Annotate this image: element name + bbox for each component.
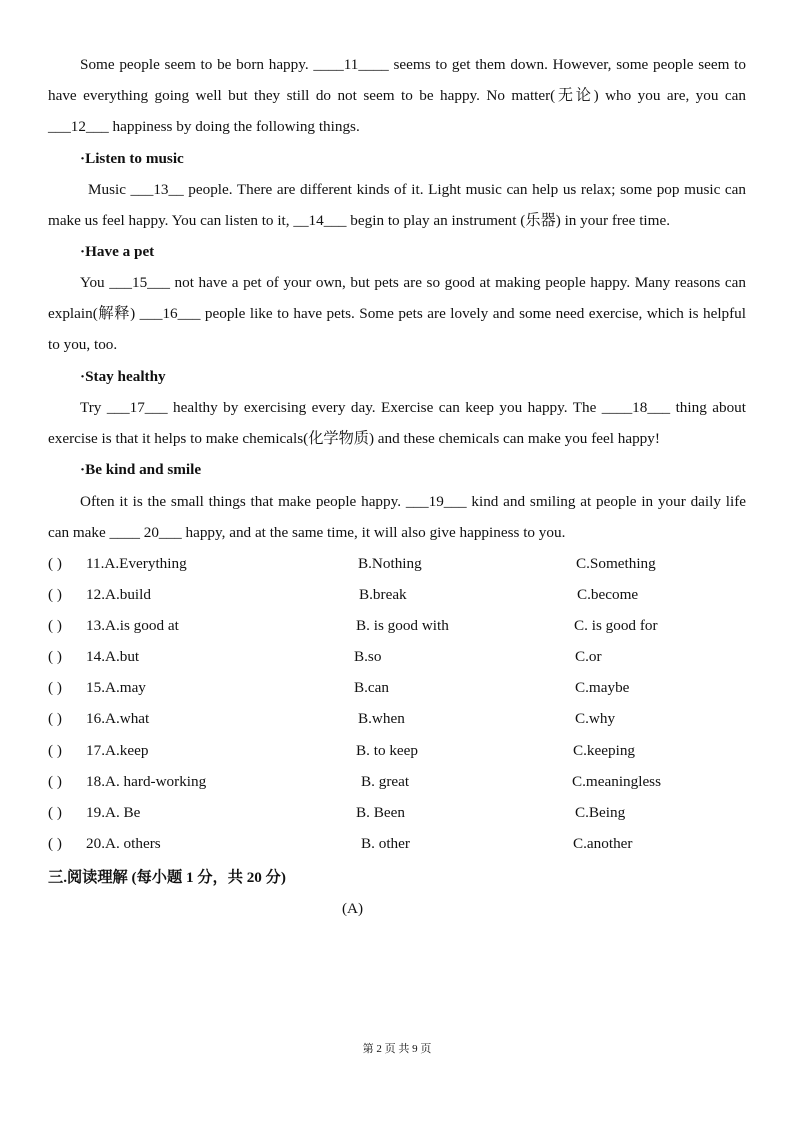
passage-paragraph-3-text: You ___15___ not have a pet of your own, but pets are so good at making people happy. Many reasons can explain(解释) ___16___ people like to have pets. Some pets are lovely and some need exercise, which is helpful to you, too. — [48, 274, 746, 353]
question-row — [48, 766, 748, 797]
heading-be-kind-and-smile: ·Be kind and smile — [80, 461, 202, 478]
option-c: C.become — [577, 586, 639, 603]
option-b: B.when — [358, 710, 405, 727]
answer-bracket[interactable]: ( ) — [48, 742, 62, 759]
answer-bracket[interactable]: ( ) — [48, 648, 62, 665]
option-a: 16.A.what — [86, 710, 150, 727]
question-row — [48, 735, 748, 766]
passage-paragraph-1 — [48, 49, 746, 142]
option-c: C.or — [575, 648, 602, 665]
option-c: C.another — [573, 835, 633, 852]
passage-paragraph-5 — [48, 486, 746, 548]
question-row — [48, 828, 748, 859]
option-a: 20.A. others — [86, 835, 161, 852]
question-row — [48, 703, 748, 734]
passage-paragraph-1-text: Some people seem to be born happy. ____11____ seems to get them down. However, some people seem to have everything going well but they still do not seem to be happy. No matter(无论) who you are, you can ___12___ happiness by doing the following things. — [48, 56, 746, 135]
option-b: B.break — [359, 586, 407, 603]
option-c: C.maybe — [575, 679, 630, 696]
option-a: 13.A.is good at — [86, 617, 179, 634]
option-c: C.why — [575, 710, 616, 727]
heading-have-a-pet: ·Have a pet — [80, 243, 155, 260]
option-c: C.meaningless — [572, 773, 662, 790]
option-b: B. to keep — [356, 742, 419, 759]
option-c: C.Being — [575, 804, 626, 821]
page-footer: 第 2 页 共 9 页 — [362, 1043, 432, 1055]
passage-paragraph-4-text: Try ___17___ healthy by exercising every day. Exercise can keep you happy. The ____18___ thing about exercise is that it helps to make chemicals(化学物质) and these chemicals can make you feel happy! — [48, 399, 746, 447]
section-subtitle: (A) — [342, 900, 364, 917]
answer-bracket[interactable]: ( ) — [48, 586, 62, 603]
section-title: 三.阅读理解 (每小题 1 分，共 20 分) — [48, 869, 286, 886]
question-row — [48, 579, 748, 610]
option-a: 12.A.build — [86, 586, 151, 603]
option-b: B. other — [361, 835, 410, 852]
answer-bracket[interactable]: ( ) — [48, 710, 62, 727]
passage-paragraph-5-text: Often it is the small things that make people happy. ___19___ kind and smiling at people in your daily life can make ____ 20___ happy, and at the same time, it will also give happiness to you. — [48, 493, 746, 541]
heading-listen-to-music: ·Listen to music — [80, 150, 184, 167]
answer-bracket[interactable]: ( ) — [48, 773, 62, 790]
option-c: C.Something — [576, 555, 656, 572]
option-c: C.keeping — [573, 742, 636, 759]
question-row — [48, 548, 748, 579]
option-a: 14.A.but — [86, 648, 140, 665]
option-b: B. is good with — [356, 617, 449, 634]
passage-paragraph-4 — [48, 392, 746, 454]
option-a: 11.A.Everything — [86, 555, 187, 572]
option-b: B. great — [361, 773, 410, 790]
option-b: B.so — [354, 648, 382, 665]
passage-paragraph-2-text: Music ___13__ people. There are different kinds of it. Light music can help us relax; some pop music can make us feel happy. You can listen to it, __14___ begin to play an instrument (乐器) in your free time. — [48, 181, 746, 229]
heading-stay-healthy: ·Stay healthy — [80, 368, 166, 385]
question-row — [48, 641, 748, 672]
option-a: 15.A.may — [86, 679, 146, 696]
option-c: C. is good for — [574, 617, 658, 634]
option-a: 17.A.keep — [86, 742, 149, 759]
option-b: B.Nothing — [358, 555, 422, 572]
answer-bracket[interactable]: ( ) — [48, 555, 62, 572]
answer-bracket[interactable]: ( ) — [48, 679, 62, 696]
question-row — [48, 610, 748, 641]
passage-paragraph-3 — [48, 267, 746, 360]
answer-bracket[interactable]: ( ) — [48, 804, 62, 821]
option-a: 19.A. Be — [86, 804, 141, 821]
question-row — [48, 797, 748, 828]
answer-bracket[interactable]: ( ) — [48, 617, 62, 634]
option-b: B. Been — [356, 804, 405, 821]
question-row — [48, 672, 748, 703]
option-a: 18.A. hard-working — [86, 773, 207, 790]
option-b: B.can — [354, 679, 390, 696]
answer-bracket[interactable]: ( ) — [48, 835, 62, 852]
passage-paragraph-2 — [48, 174, 746, 236]
